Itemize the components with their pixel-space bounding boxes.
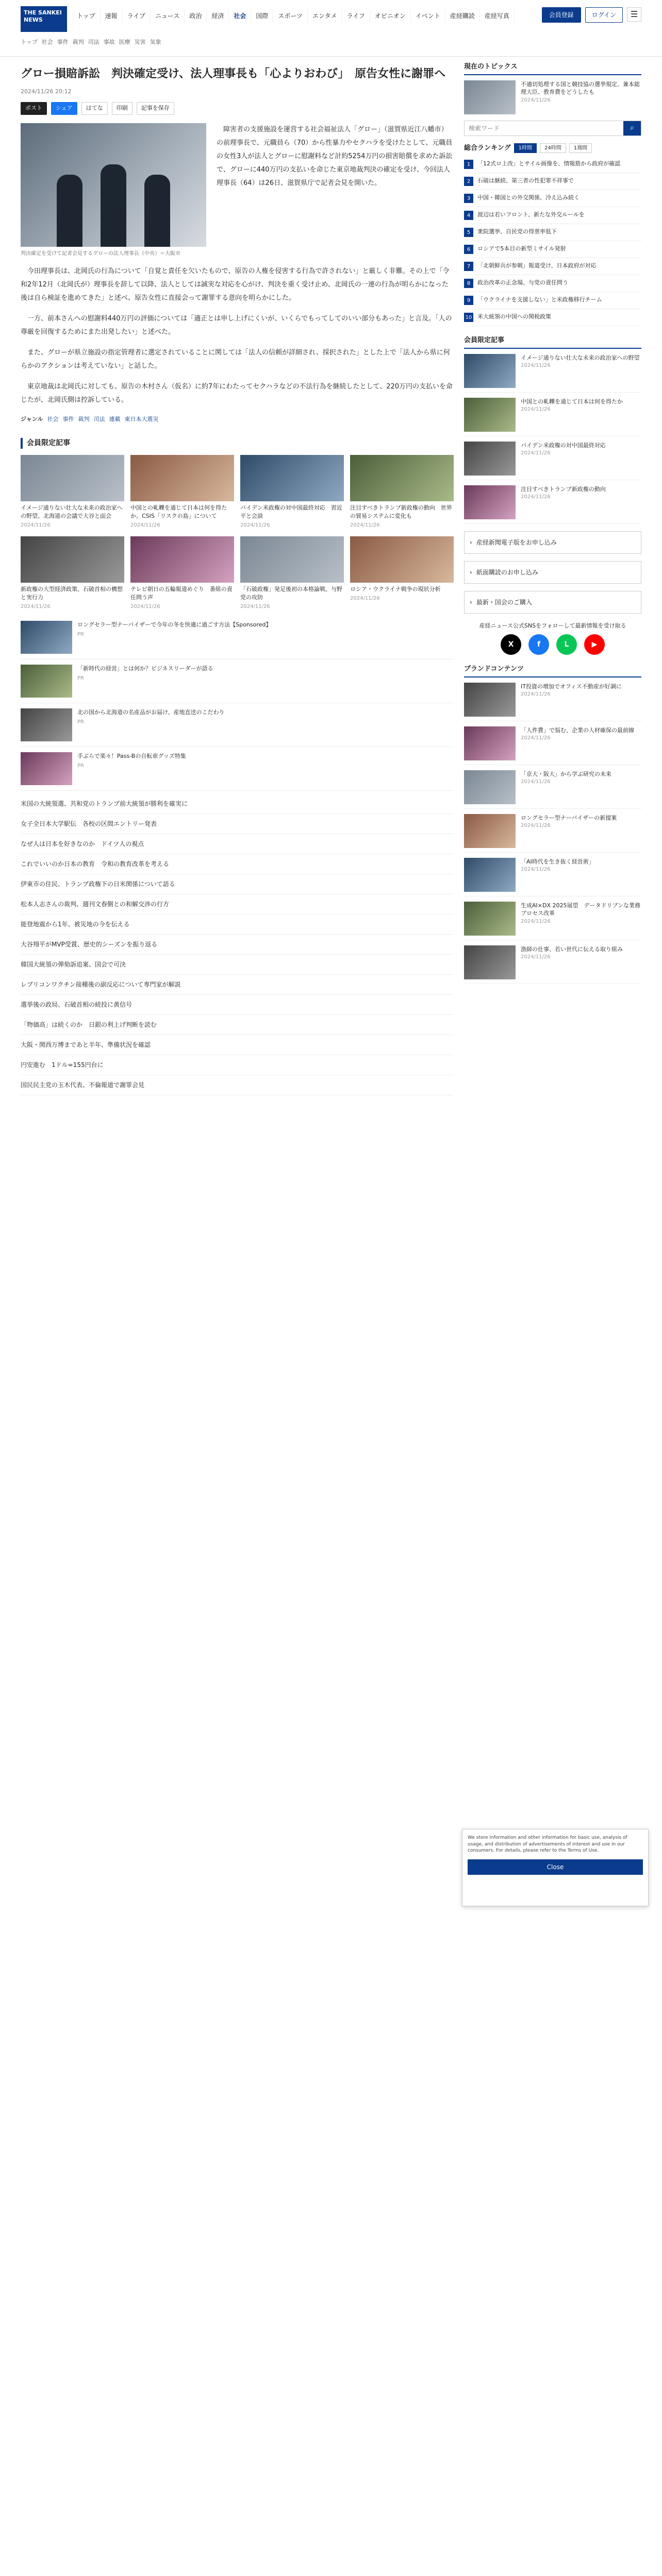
cookie-close-button[interactable]: Close [468,1859,643,1875]
sidebar-article-title[interactable]: バイデン米政権の対中国最終対応 [521,442,606,449]
related-item[interactable] [130,455,234,529]
headline-link[interactable]: 松本人志さんの裁判、週刊文春側との和解交渉の行方 [21,894,454,914]
sidebar-article-title[interactable]: 「AI時代を生き抜く経営術」 [521,858,594,865]
headline-link[interactable]: 米国の大統領選、共和党のトランプ前大統領が勝利を確実に [21,794,454,814]
ranking-number: 7 [464,262,473,271]
related-thumbnail[interactable] [240,455,344,501]
breadcrumb-item[interactable]: 社会 [41,39,53,45]
member-register-button[interactable]: 会員登録 [542,7,581,23]
article-paragraph: また、グローが県立施設の指定管理者に選定されていることに関しては「法人の信頼が詳細され、採択された」とした上で「法人から県に何らかのアクションは考えていない」と話した。 [21,348,450,370]
sidebar-article-title[interactable]: 不適切処理する国と競技協の選挙規定、兼本総理大臣、教育費をどうしたも [521,80,640,96]
sidebar-article-date: 2024/11/26 [521,779,551,785]
nav-item[interactable]: ニュース [151,9,185,23]
related-date: 2024/11/26 [350,522,380,529]
pr-title[interactable]: 手ぶらで楽々！Pass-Bの自転車グッズ特集 [77,753,186,760]
sidebar-article[interactable] [464,485,641,524]
related-item[interactable] [21,536,124,611]
sidebar-article-date: 2024/11/26 [521,406,551,413]
related-item[interactable] [130,536,234,611]
ranking-title[interactable]: 衆院選挙、自民党の得票率低下 [477,228,557,235]
related-thumbnail[interactable] [130,455,234,501]
article-main [21,62,454,1095]
related-title[interactable]: 中国との軋轢を通じて日本は何を得たか。CSIS「リスクの島」について [130,504,227,520]
search-icon[interactable]: ⌕ [623,121,641,135]
search-input[interactable] [465,121,623,135]
breadcrumb-item[interactable]: 事件 [57,39,69,45]
sidebar-article-date: 2024/11/26 [521,691,551,698]
related-date: 2024/11/26 [240,604,270,610]
breadcrumb-item[interactable]: 裁判 [72,39,84,45]
sidebar-thumbnail[interactable] [464,485,516,519]
pr-source: PR [77,762,84,769]
related-item[interactable] [21,455,124,529]
nav-item[interactable]: ライフ [342,9,370,23]
related-title[interactable]: バイデン米政権の対中国最終対応 習近平と会談 [240,504,342,520]
subscription-link[interactable] [464,561,641,584]
pr-item[interactable] [21,616,454,659]
sidebar-article-title[interactable]: 「京大・阪大」から学ぶ研究の未来 [521,770,611,777]
sidebar [464,62,641,984]
sidebar-article-date: 2024/11/26 [521,494,551,500]
related-thumbnail[interactable] [350,455,454,501]
share-tool-button[interactable]: 記事を保存 [137,102,174,115]
related-date: 2024/11/26 [130,522,160,529]
share-tool-button[interactable]: はてな [81,102,108,115]
sidebar-article-title[interactable]: 中国との軋轢を通じて日本は何を得たか [521,398,623,405]
nav-item[interactable]: イベント [411,9,445,23]
ranking-item[interactable] [464,241,641,258]
related-item[interactable] [350,536,454,611]
share-tools [21,102,454,115]
brand-heading: ブランドコンテンツ [464,664,641,677]
sidebar-article-title[interactable]: IT投資の増加でオフィス不動産が好調に [521,683,622,690]
related-thumbnail[interactable] [240,536,344,583]
main-nav [72,9,515,23]
subscription-link-label[interactable]: 紙面購読のお申し込み [476,568,538,576]
related-heading: 会員限定記事 [21,438,454,449]
genre-tag[interactable]: 事件 [62,415,74,422]
related-date: 2024/11/26 [21,522,51,529]
cookie-banner [462,1829,649,1906]
nav-item[interactable]: 速報 [101,9,123,23]
ranking-title[interactable]: 「ウクライナを支援しない」と米政権移行チーム [477,296,602,303]
headline-link[interactable]: 女子全日本大学駅伝 各校の区間エントリー発表 [21,814,454,834]
subscription-link-label[interactable]: 産経新聞電子版をお申し込み [476,538,557,546]
hamburger-menu-icon[interactable]: ☰ [627,7,641,22]
facebook-icon[interactable]: f [528,634,549,655]
ranking-item[interactable] [464,224,641,241]
ranking-number: 3 [464,194,473,203]
sns-links [464,634,641,655]
category-breadcrumb [21,38,161,47]
sidebar-article[interactable] [464,858,641,896]
members-heading: 会員限定記事 [464,335,641,349]
ranking-item[interactable] [464,173,641,190]
youtube-icon[interactable]: ▶ [584,634,605,655]
headline-link[interactable]: 伊東市の住民、トランプ政権下の日米関係について語る [21,874,454,894]
sidebar-article[interactable] [464,442,641,480]
line-icon[interactable]: L [556,634,577,655]
related-thumbnail[interactable] [130,536,234,583]
related-date: 2024/11/26 [350,596,380,602]
ranking-title[interactable]: 中国・韓国との外交関係、冷え込み続く [477,194,580,201]
headline-link[interactable]: これでいいのか日本の教育 令和の教育改革を考える [21,854,454,874]
sidebar-article-date: 2024/11/26 [521,867,551,873]
genre-tag[interactable]: 裁判 [78,415,90,422]
sidebar-article[interactable] [464,398,641,436]
sidebar-article[interactable] [464,902,641,940]
pr-item[interactable] [21,703,454,747]
ranking-item[interactable] [464,292,641,309]
sidebar-article[interactable] [464,80,641,114]
ranking-item[interactable] [464,309,641,326]
pr-title[interactable]: ロングセラー型ナーバイザーで今年の冬を快適に過ごす方法【Sponsored】 [77,621,272,629]
nav-item[interactable]: 産経写真 [480,9,515,23]
arrow-icon: › [470,568,472,576]
article-paragraph: 東京地裁は北岡氏に対しても、原告の木村さん（仮名）に約7年にわたってセクハラなどの不法行為を継続したとして、220万円の支払いを命じたが、北岡氏側は控訴している。 [21,382,453,404]
featured-heading: 現在のトピックス [464,62,641,75]
ranking-heading: 総合ランキング [464,144,511,152]
sidebar-thumbnail[interactable] [464,442,516,476]
article-photo[interactable] [21,123,206,247]
pr-item[interactable] [21,747,454,791]
sidebar-thumbnail[interactable] [464,398,516,432]
related-title[interactable]: テレビ朝日の五輪報道めぐり 番組の責任問う声 [130,586,233,601]
article-date: 2024/11/26 20:12 [21,88,72,95]
pr-source: PR [77,675,84,681]
sidebar-article-title[interactable]: イメージ通りない壮大な未来の政治家への野望 [521,354,640,361]
sidebar-thumbnail[interactable] [464,80,516,114]
related-title[interactable]: ロシア・ウクライナ戦争の現状分析 [350,586,441,593]
nav-item[interactable]: 社会 [229,9,251,23]
genre-tag[interactable]: 司法 [93,415,105,422]
ranking-title[interactable]: 「北朝鮮兵が参戦」報道受け、日本政府が対応 [477,262,597,269]
pr-title[interactable]: 「新時代の経営」とは何か？ビジネスリーダーが語る [77,665,213,672]
sidebar-article-date: 2024/11/26 [521,823,551,829]
ranking-title[interactable]: 渡辺は若いフロント、新たな外交ルールを [477,211,585,218]
tags-label: ジャンル [21,415,43,422]
pr-source: PR [77,631,84,637]
genre-tag[interactable]: 社会 [47,415,59,422]
pr-thumbnail[interactable] [21,752,72,785]
ranking-number: 10 [464,313,473,322]
breadcrumb-item[interactable]: 医療 [119,39,130,45]
sidebar-article[interactable] [464,814,641,853]
breadcrumb-item[interactable]: 災害 [134,39,146,45]
related-title[interactable]: 注目すべきトランプ新政権の動向 世界の貿易システムに変化も [350,504,452,520]
ranking-item[interactable] [464,207,641,224]
sidebar-thumbnail[interactable] [464,814,516,848]
sidebar-thumbnail[interactable] [464,726,516,760]
related-grid [21,455,454,611]
headline-list [21,794,454,1095]
genre-tags [21,415,454,424]
sidebar-article[interactable] [464,945,641,984]
sidebar-article[interactable] [464,726,641,765]
ranking-tab[interactable]: 1週間 [569,143,592,153]
related-item[interactable] [240,536,344,611]
sidebar-article-date: 2024/11/26 [521,735,551,741]
ranking-number: 2 [464,177,473,186]
nav-item[interactable]: エンタメ [308,9,342,23]
ranking-number: 5 [464,228,473,237]
sidebar-thumbnail[interactable] [464,770,516,804]
article-lead: 障害者の支援施設を運営する社会福祉法人「グロー」（滋賀県近江八幡市）の前理事長で、元職員ら（70）から性暴力やセクハラを受けたとして、元職員の女性3人が法人とグローに慰謝料など計約5254万円の損害賠償を求めた訴訟で、グローに440万円の支払いを命じた東京地裁判決の確定を受け、今回法人理事長（64）は26日、滋賀県庁で記者会見を開いた。 [217,125,453,187]
sidebar-article[interactable] [464,770,641,809]
ranking-number: 9 [464,296,473,305]
headline-link[interactable]: 国民民主党の玉木代表、不倫報道で謝罪会見 [21,1075,454,1095]
related-title[interactable]: 「石破政権」発足後初の本格論戦、与野党の攻防 [240,586,342,601]
nav-item[interactable]: オピニオン [370,9,411,23]
related-thumbnail[interactable] [21,455,124,501]
share-tool-button[interactable]: ポスト [21,102,47,115]
related-title[interactable]: 新政権の大型経済政策、石破首相の構想と実行力 [21,586,123,601]
sidebar-article-date: 2024/11/26 [521,97,551,104]
site-logo[interactable]: THE SANKEI NEWS [21,6,67,32]
pr-list [21,616,454,791]
share-tool-button[interactable]: 印刷 [112,102,133,115]
nav-item[interactable]: 政治 [185,9,207,23]
related-item[interactable] [350,455,454,529]
x-icon[interactable]: X [501,634,521,655]
sidebar-article-title[interactable]: 注目すべきトランプ新政権の動向 [521,485,606,493]
sidebar-article-title[interactable]: 漁師の仕事、若い世代に伝える取り組み [521,945,623,953]
ranking-title[interactable]: ロシアで5本目の新型ミサイル発射 [477,245,566,252]
pr-item[interactable] [21,659,454,703]
sidebar-thumbnail[interactable] [464,354,516,388]
sidebar-article[interactable] [464,683,641,721]
ranking-number: 1 [464,160,473,169]
nav-item[interactable]: 国際 [251,9,273,23]
nav-item[interactable]: 経済 [207,9,229,23]
ranking-list [464,156,641,326]
related-thumbnail[interactable] [21,536,124,583]
nav-item[interactable]: スポーツ [273,9,308,23]
arrow-icon: › [470,538,472,546]
cookie-text: We store information and other information for basic use, analysis of usage, and distribution of advertisements of interest and use in our consumers. For details, please refer to the Terms of Use. [468,1835,627,1854]
ranking-item[interactable] [464,275,641,292]
breadcrumb-item[interactable]: トップ [21,39,38,45]
sidebar-article[interactable] [464,354,641,393]
related-date: 2024/11/26 [240,522,270,529]
headline-link[interactable]: 大阪・関西万博まであと半年、準備状況を確認 [21,1035,454,1055]
ranking-tab[interactable]: 24時間 [540,143,566,153]
sidebar-thumbnail[interactable] [464,858,516,892]
sidebar-article-title[interactable]: 生成AI×DX 2025展望 データドリブンな業務プロセス改革 [521,902,641,917]
breadcrumb-item[interactable]: 事故 [103,39,115,45]
ranking-title[interactable]: 石破は継続、第三者の性犯罪不祥事で [477,177,574,184]
related-date: 2024/11/26 [21,604,51,610]
headline-link[interactable]: 大谷翔平がMVP受賞、歴史的シーズンを振り返る [21,935,454,955]
ranking-number: 4 [464,211,473,220]
share-tool-button[interactable]: シェア [51,102,77,115]
article-paragraph: 今田理事長は、北岡氏の行為について「自覚と責任を欠いたもので、原告の人権を侵害する行為で許されない」と厳しく非難。その上で「令和2年12月（北岡氏が）理事長を辞して以降、法人としては誠実な対応を心がけ、判決を重く受け止め、北岡氏の一連の行為が明らかになった後は自ら検証を進めてきた」と述べ、原告女性に直接会って謝罪する意向を明らかにした。 [21,267,450,302]
pr-source: PR [77,719,84,725]
breadcrumb-item[interactable]: 司法 [88,39,100,45]
headline-link[interactable]: なぜ人は日本を好きなのか ドイツ人の視点 [21,834,454,854]
sidebar-article-date: 2024/11/26 [521,919,551,925]
arrow-icon: › [470,598,472,606]
pr-title[interactable]: 北の国から北海道の名産品がお届け、産地直送のこだわり [77,709,225,716]
subscription-link[interactable] [464,591,641,614]
ranking-title[interactable]: 「12式ロ上改」とサイル画像を、情報筋から政府が確認 [477,160,621,167]
photo-caption: 判決確定を受けて記者会見するグローの法人理事長（中央）＝大阪市 [21,250,180,257]
site-header [0,0,662,57]
follow-text: 産経ニュース公式SNSをフォローして最新情報を受け取る [479,622,626,629]
related-item[interactable] [240,455,344,529]
breadcrumb-item[interactable]: 気象 [150,39,161,45]
sidebar-article-date: 2024/11/26 [521,954,551,960]
login-button[interactable]: ログイン [585,7,623,23]
headline-link[interactable]: 「物価高」は続くのか 日銀の利上げ判断を読む [21,1015,454,1035]
sidebar-article-title[interactable]: 「人件費」で悩む、企業の人材確保の最前線 [521,726,634,734]
sidebar-article-date: 2024/11/26 [521,450,551,456]
headline-link[interactable]: 能登地震から1年、被災地の今を伝える [21,914,454,935]
genre-tag[interactable]: 東日本大震災 [124,415,159,422]
subscription-link[interactable] [464,531,641,554]
ranking-item[interactable] [464,190,641,207]
headline-link[interactable]: レプリコンワクチン接種後の副反応について専門家が解説 [21,975,454,995]
nav-item[interactable]: ライブ [123,9,151,23]
ranking-tab[interactable]: 1時間 [514,143,537,153]
sidebar-article-date: 2024/11/26 [521,363,551,369]
nav-item[interactable]: トップ [72,9,101,23]
ranking-item[interactable] [464,258,641,275]
article-title: グロー損賠訴訟 判決確定受け、法人理事長も「心よりおわび」 原告女性に謝罪へ [21,67,446,80]
pr-thumbnail[interactable] [21,665,72,698]
related-title[interactable]: イメージ通りない壮大な未来の政治家への野望。北海道の会議で大谷と面会 [21,504,123,520]
sidebar-thumbnail[interactable] [464,945,516,979]
related-date: 2024/11/26 [130,604,160,610]
ranking-item[interactable] [464,156,641,173]
sidebar-thumbnail[interactable] [464,902,516,936]
sidebar-article-title[interactable]: ロングセラー型ナーバイザーの新提案 [521,814,617,821]
subscription-link-label[interactable]: 最新・国会のご購入 [476,598,532,606]
ranking-number: 6 [464,245,473,254]
headline-link[interactable]: 円安進む 1ドル=155円台に [21,1055,454,1075]
related-thumbnail[interactable] [350,536,454,583]
sidebar-thumbnail[interactable] [464,683,516,717]
pr-thumbnail[interactable] [21,708,72,741]
search-box [464,121,641,136]
ranking-title[interactable]: 米大統領の中国への関税政策 [477,313,551,320]
headline-link[interactable]: 選挙後の政局、石破首相の続投に黄信号 [21,995,454,1015]
ranking-title[interactable]: 政治改革の正念場、与党の責任問う [477,279,568,286]
nav-item[interactable]: 産経購読 [445,9,480,23]
headline-link[interactable]: 韓国大統領の弾劾訴追案、国会で可決 [21,955,454,975]
ranking-number: 8 [464,279,473,288]
article-paragraph: 一方、前本さんへの慰謝料440万円の評価については「適正とは申し上げにくいが、いくらでもってしてのいい部分もあった」と言及。「人の尊厳を回復するためにまた出発したい」と述べた。 [21,314,452,336]
genre-tag[interactable]: 連載 [109,415,121,422]
pr-thumbnail[interactable] [21,621,72,654]
